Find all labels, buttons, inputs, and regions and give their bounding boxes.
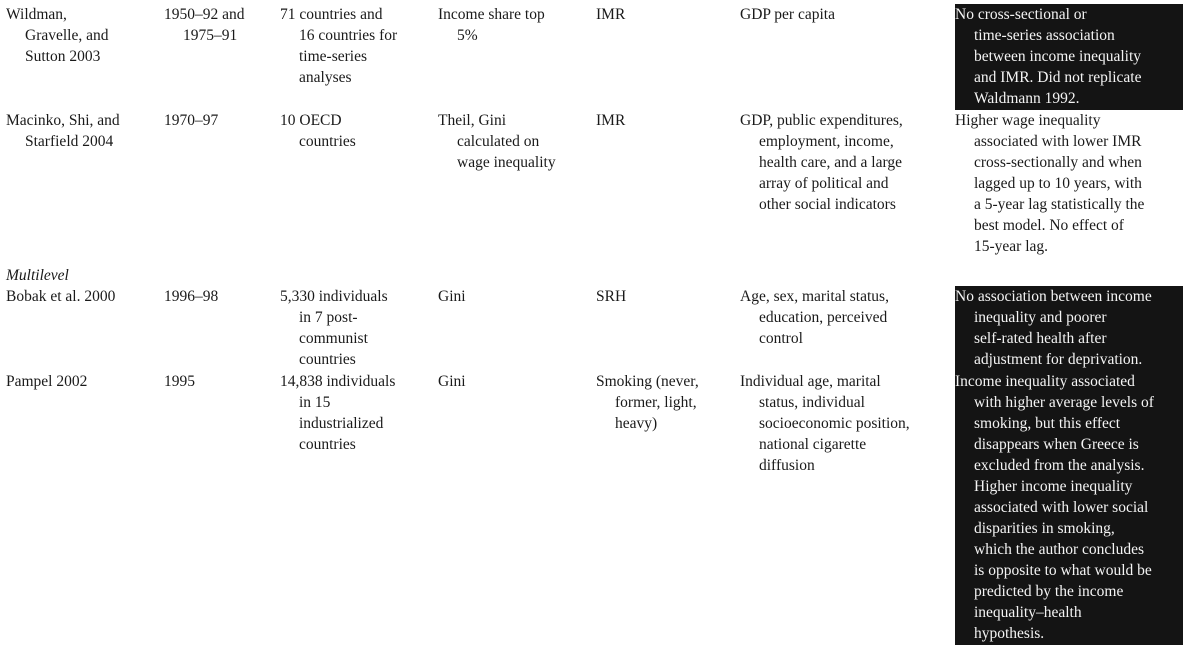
controls-cell: GDP per capita: [740, 6, 835, 23]
sample-cell: 5,330 individuals in 7 post- communist countries: [280, 288, 388, 368]
controls-cell: GDP, public expenditures, employment, income, health care, and a large array of political and other social indicators: [740, 112, 903, 213]
years-cell: 1995: [164, 373, 195, 390]
findings-cell: Higher wage inequality associated with lower IMR cross-sectionally and when lagged up to 10 years, with a 5-year lag statistically the best model. No effect of 15-year lag.: [955, 112, 1145, 255]
inequality-measure-cell: Income share top 5%: [438, 6, 545, 44]
sample-cell: 71 countries and 16 countries for time-series analyses: [280, 6, 398, 86]
findings-cell-highlighted: No association between income inequality and poorer self-rated health after adjustment for deprivation.: [955, 286, 1183, 371]
outcome-cell: IMR: [596, 6, 626, 23]
study-cell: Pampel 2002: [6, 373, 88, 390]
outcome-cell: SRH: [596, 288, 627, 305]
study-cell: Macinko, Shi, and Starfield 2004: [6, 112, 120, 150]
inequality-measure-cell: Gini: [438, 288, 466, 305]
controls-cell: Age, sex, marital status, education, perceived control: [740, 288, 889, 347]
outcome-cell: IMR: [596, 112, 626, 129]
years-cell: 1970–97: [164, 112, 219, 129]
findings-cell-highlighted: No cross-sectional or time-series association between income inequality and IMR. Did not replicate Waldmann 1992.: [955, 4, 1183, 110]
years-cell: 1996–98: [164, 288, 219, 305]
study-cell: Bobak et al. 2000: [6, 288, 116, 305]
findings-cell-highlighted: Income inequality associated with higher average levels of smoking, but this effect disappears when Greece is excluded from the analysis. Higher income inequality associated with lower social disparities in smoking, which the author concludes is opposite to what would be predicted by the income inequality–health hypothesis.: [955, 371, 1183, 645]
study-cell: Wildman, Gravelle, and Sutton 2003: [6, 6, 109, 65]
inequality-measure-cell: Theil, Gini calculated on wage inequality: [438, 112, 556, 171]
years-cell: 1950–92 and 1975–91: [164, 6, 245, 44]
inequality-measure-cell: Gini: [438, 373, 466, 390]
section-label-multilevel: Multilevel: [6, 267, 69, 284]
sample-cell: 14,838 individuals in 15 industrialized countries: [280, 373, 396, 453]
controls-cell: Individual age, marital status, individual socioeconomic position, national cigarette diffusion: [740, 373, 910, 474]
outcome-cell: Smoking (never, former, light, heavy): [596, 373, 699, 432]
sample-cell: 10 OECD countries: [280, 112, 356, 150]
